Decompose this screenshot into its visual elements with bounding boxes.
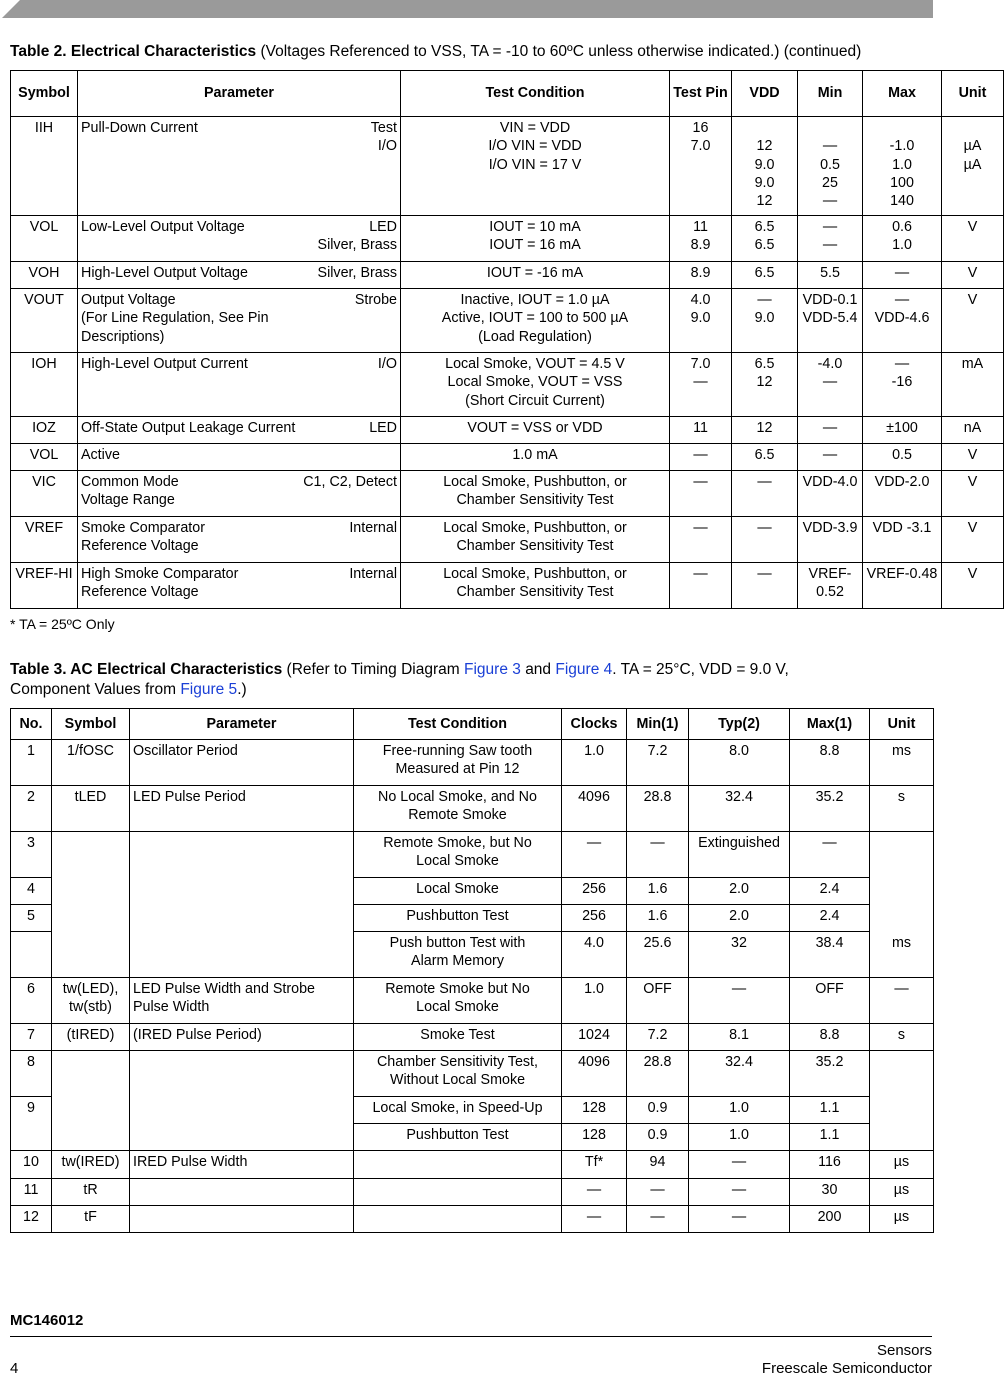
number-cell: 12 — [11, 1206, 52, 1233]
unit-cell: mA — [942, 353, 1004, 417]
test-condition-cell — [354, 1179, 562, 1206]
parameter-cell: Oscillator Period — [130, 740, 354, 786]
max-cell: — — [863, 262, 942, 289]
max-cell: 1.1 — [790, 1097, 870, 1124]
figure-4-link[interactable]: Figure 4 — [555, 661, 613, 678]
vdd-cell: 6.5 — [732, 262, 798, 289]
table2-row — [11, 262, 1004, 289]
min-cell: 7.2 — [627, 740, 689, 786]
table3-row — [11, 1097, 934, 1124]
symbol-cell — [52, 1097, 130, 1124]
number-cell: 3 — [11, 832, 52, 878]
max-cell: 116 — [790, 1151, 870, 1179]
test-condition-cell: No Local Smoke, and No Remote Smoke — [354, 786, 562, 832]
parameter-qualifier: Internal — [349, 520, 397, 536]
parameter-name: Low-Level Output Voltage — [81, 219, 245, 235]
table3-caption: Table 3. AC Electrical Characteristics (Refer to Timing Diagram Figure 3 and Figure 4. TA = 25°C, VDD = 9.0 V, Component Values from Figure 5.) — [10, 661, 789, 698]
max-cell: 2.4 — [790, 878, 870, 905]
parameter-cell — [130, 878, 354, 905]
test-pin-cell: — — [670, 471, 732, 517]
test-condition-cell: Local Smoke, VOUT = 4.5 V Local Smoke, VOUT = VSS (Short Circuit Current) — [401, 353, 670, 417]
table2-header-cell: Parameter — [78, 71, 401, 117]
unit-cell: V — [942, 262, 1004, 289]
table3-row — [11, 1151, 934, 1179]
clocks-cell: 128 — [562, 1097, 627, 1124]
number-cell: 10 — [11, 1151, 52, 1179]
min-cell: — — [798, 417, 863, 444]
parameter-cell — [78, 444, 401, 471]
symbol-cell: (tIRED) — [52, 1024, 130, 1051]
table2-row — [11, 289, 1004, 353]
test-condition-cell: VOUT = VSS or VDD — [401, 417, 670, 444]
test-condition-cell: Remote Smoke but No Local Smoke — [354, 978, 562, 1024]
test-condition-cell: Pushbutton Test — [354, 905, 562, 932]
test-condition-cell: Push button Test with Alarm Memory — [354, 932, 562, 978]
test-condition-cell: 1.0 mA — [401, 444, 670, 471]
table2-header-row — [11, 71, 1004, 117]
typ-cell: 32.4 — [689, 1051, 790, 1097]
parameter-cell — [78, 216, 401, 262]
test-pin-cell: — — [670, 517, 732, 563]
table3-header-cell: Min(1) — [627, 709, 689, 740]
max-cell: 1.1 — [790, 1124, 870, 1151]
parameter-name: Output Voltage (For Line Regulation, See Pin Descriptions) — [81, 292, 269, 345]
test-condition-cell: VIN = VDD I/O VIN = VDD I/O VIN = 17 V — [401, 117, 670, 216]
typ-cell: — — [689, 1206, 790, 1233]
table3-row — [11, 832, 934, 878]
min-cell: VDD-3.9 — [798, 517, 863, 563]
number-cell: 11 — [11, 1179, 52, 1206]
min-cell: — — — [798, 216, 863, 262]
table3-row — [11, 1051, 934, 1097]
max-cell: 35.2 — [790, 1051, 870, 1097]
symbol-cell: IOZ — [11, 417, 78, 444]
min-cell: — — [627, 1206, 689, 1233]
clocks-cell: 1.0 — [562, 740, 627, 786]
unit-cell: µs — [870, 1206, 934, 1233]
vdd-cell: 6.5 12 — [732, 353, 798, 417]
typ-cell: 32.4 — [689, 786, 790, 832]
test-condition-cell: Local Smoke, Pushbutton, or Chamber Sensitivity Test — [401, 563, 670, 609]
unit-cell: V — [942, 444, 1004, 471]
clocks-cell: — — [562, 1206, 627, 1233]
min-cell: — 0.5 25 — — [798, 117, 863, 216]
max-cell: — VDD-4.6 — [863, 289, 942, 353]
parameter-name: Common Mode Voltage Range — [81, 474, 179, 509]
max-cell: VREF-0.48 — [863, 563, 942, 609]
number-cell: 2 — [11, 786, 52, 832]
number-cell: 9 — [11, 1097, 52, 1124]
clocks-cell: — — [562, 832, 627, 878]
parameter-cell — [130, 905, 354, 932]
max-cell: — — [790, 832, 870, 878]
table3-header-cell: Unit — [870, 709, 934, 740]
min-cell: — — [627, 1179, 689, 1206]
test-condition-cell: Pushbutton Test — [354, 1124, 562, 1151]
max-cell: 2.4 — [790, 905, 870, 932]
clocks-cell: 4096 — [562, 1051, 627, 1097]
test-pin-cell: — — [670, 444, 732, 471]
parameter-cell — [78, 353, 401, 417]
test-condition-cell: Remote Smoke, but No Local Smoke — [354, 832, 562, 878]
test-pin-cell: 8.9 — [670, 262, 732, 289]
document-id: MC146012 — [10, 1312, 84, 1329]
parameter-cell — [78, 563, 401, 609]
table3-header-cell: Parameter — [130, 709, 354, 740]
parameter-cell — [130, 1097, 354, 1124]
unit-cell — [870, 1097, 934, 1124]
max-cell: — -16 — [863, 353, 942, 417]
symbol-cell: tLED — [52, 786, 130, 832]
min-cell: OFF — [627, 978, 689, 1024]
typ-cell: 8.1 — [689, 1024, 790, 1051]
parameter-cell — [78, 471, 401, 517]
parameter-qualifier: LED — [369, 420, 397, 436]
table3-header-cell: Symbol — [52, 709, 130, 740]
clocks-cell: — — [562, 1179, 627, 1206]
max-cell: 38.4 — [790, 932, 870, 978]
test-pin-cell: 7.0 — — [670, 353, 732, 417]
figure-5-link[interactable]: Figure 5 — [180, 681, 238, 698]
test-condition-cell: Local Smoke, Pushbutton, or Chamber Sensitivity Test — [401, 471, 670, 517]
symbol-cell: VREF-HI — [11, 563, 78, 609]
table3-row — [11, 740, 934, 786]
typ-cell: — — [689, 978, 790, 1024]
test-condition-cell: Local Smoke, in Speed-Up — [354, 1097, 562, 1124]
parameter-cell — [130, 932, 354, 978]
typ-cell: — — [689, 1151, 790, 1179]
typ-cell: 1.0 — [689, 1124, 790, 1151]
table2-header-cell: Unit — [942, 71, 1004, 117]
test-condition-cell: Chamber Sensitivity Test, Without Local Smoke — [354, 1051, 562, 1097]
parameter-qualifier: I/O — [377, 356, 397, 372]
max-cell: 200 — [790, 1206, 870, 1233]
electrical-characteristics-table — [10, 70, 1004, 609]
clocks-cell: 1.0 — [562, 978, 627, 1024]
parameter-qualifier: Strobe — [354, 292, 397, 308]
symbol-cell — [52, 905, 130, 932]
unit-cell: V — [942, 517, 1004, 563]
table2-row — [11, 417, 1004, 444]
max-cell: VDD-2.0 — [863, 471, 942, 517]
symbol-cell: VIC — [11, 471, 78, 517]
unit-cell — [870, 1051, 934, 1097]
unit-cell: V — [942, 216, 1004, 262]
parameter-name: Active — [81, 447, 120, 463]
typ-cell: Extinguished — [689, 832, 790, 878]
parameter-qualifier: Test I/O — [370, 120, 397, 155]
vdd-cell: 6.5 — [732, 444, 798, 471]
parameter-qualifier: Silver, Brass — [317, 265, 397, 281]
table2-header-cell: Max — [863, 71, 942, 117]
parameter-name: High Smoke Comparator Reference Voltage — [81, 566, 239, 601]
unit-cell: ms — [870, 932, 934, 978]
unit-cell — [870, 878, 934, 905]
test-pin-cell: 16 7.0 — [670, 117, 732, 216]
number-cell: 7 — [11, 1024, 52, 1051]
test-condition-cell: IOUT = -16 mA — [401, 262, 670, 289]
table2-row — [11, 353, 1004, 417]
min-cell: 1.6 — [627, 905, 689, 932]
table2-header-cell: Min — [798, 71, 863, 117]
clocks-cell: 1024 — [562, 1024, 627, 1051]
table3-row — [11, 1206, 934, 1233]
footer-company: Freescale Semiconductor — [761, 1360, 932, 1377]
symbol-cell: tR — [52, 1179, 130, 1206]
symbol-cell: 1/fOSC — [52, 740, 130, 786]
clocks-cell: 256 — [562, 878, 627, 905]
max-cell: 0.6 1.0 — [863, 216, 942, 262]
max-cell: 8.8 — [790, 740, 870, 786]
parameter-name: High-Level Output Current — [81, 356, 248, 372]
symbol-cell — [52, 932, 130, 978]
min-cell: -4.0 — — [798, 353, 863, 417]
parameter-cell — [78, 289, 401, 353]
table2-header-cell: Symbol — [11, 71, 78, 117]
unit-cell: V — [942, 563, 1004, 609]
parameter-cell — [78, 417, 401, 444]
unit-cell — [870, 905, 934, 932]
min-cell: 25.6 — [627, 932, 689, 978]
test-condition-cell: IOUT = 10 mA IOUT = 16 mA — [401, 216, 670, 262]
symbol-cell — [52, 832, 130, 878]
table3-row — [11, 786, 934, 832]
table3-header-cell: No. — [11, 709, 52, 740]
table3-row — [11, 978, 934, 1024]
parameter-cell — [78, 262, 401, 289]
max-cell: VDD -3.1 — [863, 517, 942, 563]
parameter-cell: IRED Pulse Width — [130, 1151, 354, 1179]
min-cell: 0.9 — [627, 1124, 689, 1151]
parameter-cell — [130, 1051, 354, 1097]
symbol-cell: VOUT — [11, 289, 78, 353]
table2-row — [11, 563, 1004, 609]
number-cell: 8 — [11, 1051, 52, 1097]
parameter-cell: LED Pulse Width and Strobe Pulse Width — [130, 978, 354, 1024]
figure-3-link[interactable]: Figure 3 — [464, 661, 521, 678]
table3-row — [11, 1179, 934, 1206]
vdd-cell: — — [732, 563, 798, 609]
min-cell: 0.9 — [627, 1097, 689, 1124]
clocks-cell: 4096 — [562, 786, 627, 832]
typ-cell: 1.0 — [689, 1097, 790, 1124]
min-cell: 7.2 — [627, 1024, 689, 1051]
parameter-cell — [78, 117, 401, 216]
unit-cell: s — [870, 1024, 934, 1051]
vdd-cell: 12 — [732, 417, 798, 444]
min-cell: 5.5 — [798, 262, 863, 289]
vdd-cell: 6.5 6.5 — [732, 216, 798, 262]
page-number: 4 — [10, 1360, 19, 1377]
min-cell: 1.6 — [627, 878, 689, 905]
min-cell: 94 — [627, 1151, 689, 1179]
max-cell: 35.2 — [790, 786, 870, 832]
test-pin-cell: — — [670, 563, 732, 609]
footer-section: Sensors — [876, 1342, 932, 1359]
number-cell: 5 — [11, 905, 52, 932]
unit-cell: — — [870, 978, 934, 1024]
unit-cell: V — [942, 289, 1004, 353]
symbol-cell: tw(IRED) — [52, 1151, 130, 1179]
table3-row — [11, 1024, 934, 1051]
test-condition-cell — [354, 1151, 562, 1179]
unit-cell: s — [870, 786, 934, 832]
table3-row — [11, 932, 934, 978]
table2-row — [11, 517, 1004, 563]
max-cell: -1.0 1.0 100 140 — [863, 117, 942, 216]
number-cell: 6 — [11, 978, 52, 1024]
symbol-cell: IOH — [11, 353, 78, 417]
number-cell — [11, 932, 52, 978]
min-cell: VREF- 0.52 — [798, 563, 863, 609]
parameter-qualifier: C1, C2, Detect — [303, 474, 397, 490]
unit-cell: V — [942, 471, 1004, 517]
table2-caption: Table 2. Electrical Characteristics (Voltages Referenced to VSS, TA = -10 to 60ºC unless otherwise indicated.) (continued) — [10, 43, 862, 60]
parameter-cell: (IRED Pulse Period) — [130, 1024, 354, 1051]
table3-row — [11, 878, 934, 905]
parameter-cell — [130, 832, 354, 878]
unit-cell: nA — [942, 417, 1004, 444]
unit-cell — [870, 1124, 934, 1151]
parameter-cell — [130, 1206, 354, 1233]
max-cell: 8.8 — [790, 1024, 870, 1051]
parameter-cell — [130, 1124, 354, 1151]
table2-footnote: * TA = 25ºC Only — [10, 616, 115, 632]
typ-cell: — — [689, 1179, 790, 1206]
table3-header-cell: Clocks — [562, 709, 627, 740]
parameter-qualifier: LED Silver, Brass — [317, 219, 397, 254]
typ-cell: 2.0 — [689, 905, 790, 932]
test-condition-cell: Local Smoke — [354, 878, 562, 905]
test-condition-cell: Free-running Saw tooth Measured at Pin 12 — [354, 740, 562, 786]
parameter-name: Off-State Output Leakage Current — [81, 420, 296, 436]
table3-header-cell: Max(1) — [790, 709, 870, 740]
symbol-cell: tw(LED), tw(stb) — [52, 978, 130, 1024]
parameter-qualifier: Internal — [349, 566, 397, 582]
symbol-cell: VREF — [11, 517, 78, 563]
clocks-cell: 128 — [562, 1124, 627, 1151]
table3-header-cell: Typ(2) — [689, 709, 790, 740]
clocks-cell: 4.0 — [562, 932, 627, 978]
number-cell: 1 — [11, 740, 52, 786]
test-pin-cell: 4.0 9.0 — [670, 289, 732, 353]
clocks-cell: 256 — [562, 905, 627, 932]
typ-cell: 2.0 — [689, 878, 790, 905]
symbol-cell: IIH — [11, 117, 78, 216]
table3-row — [11, 1124, 934, 1151]
table3-row — [11, 905, 934, 932]
number-cell — [11, 1124, 52, 1151]
min-cell: — — [627, 832, 689, 878]
max-cell: 30 — [790, 1179, 870, 1206]
header-bar — [0, 0, 933, 18]
max-cell: ±100 — [863, 417, 942, 444]
min-cell: VDD-0.1 VDD-5.4 — [798, 289, 863, 353]
symbol-cell: VOL — [11, 444, 78, 471]
unit-cell — [870, 832, 934, 878]
unit-cell: µs — [870, 1179, 934, 1206]
vdd-cell: — 9.0 — [732, 289, 798, 353]
parameter-cell — [130, 1179, 354, 1206]
table2-row — [11, 216, 1004, 262]
symbol-cell — [52, 1051, 130, 1097]
table3-header-row — [11, 709, 934, 740]
min-cell: 28.8 — [627, 1051, 689, 1097]
symbol-cell — [52, 878, 130, 905]
number-cell: 4 — [11, 878, 52, 905]
max-cell: 0.5 — [863, 444, 942, 471]
vdd-cell: — — [732, 471, 798, 517]
parameter-cell: LED Pulse Period — [130, 786, 354, 832]
footer-divider — [10, 1336, 932, 1337]
test-condition-cell — [354, 1206, 562, 1233]
table3-header-cell: Test Condition — [354, 709, 562, 740]
unit-cell: ms — [870, 740, 934, 786]
test-pin-cell: 11 — [670, 417, 732, 444]
table2-row — [11, 444, 1004, 471]
clocks-cell: Tf* — [562, 1151, 627, 1179]
symbol-cell: VOL — [11, 216, 78, 262]
parameter-name: Smoke Comparator Reference Voltage — [81, 520, 205, 555]
table2-header-cell: Test Pin — [670, 71, 732, 117]
test-pin-cell: 11 8.9 — [670, 216, 732, 262]
min-cell: — — [798, 444, 863, 471]
parameter-name: High-Level Output Voltage — [81, 265, 248, 281]
vdd-cell: 12 9.0 9.0 12 — [732, 117, 798, 216]
vdd-cell: — — [732, 517, 798, 563]
parameter-name: Pull-Down Current — [81, 120, 198, 136]
ac-electrical-characteristics-table — [10, 708, 934, 1233]
table2-header-cell: Test Condition — [401, 71, 670, 117]
min-cell: VDD-4.0 — [798, 471, 863, 517]
table2-header-cell: VDD — [732, 71, 798, 117]
test-condition-cell: Inactive, IOUT = 1.0 µA Active, IOUT = 100 to 500 µA (Load Regulation) — [401, 289, 670, 353]
typ-cell: 8.0 — [689, 740, 790, 786]
table2-row — [11, 117, 1004, 216]
symbol-cell: tF — [52, 1206, 130, 1233]
unit-cell: µs — [870, 1151, 934, 1179]
unit-cell: µA µA — [942, 117, 1004, 216]
test-condition-cell: Local Smoke, Pushbutton, or Chamber Sensitivity Test — [401, 517, 670, 563]
symbol-cell: VOH — [11, 262, 78, 289]
symbol-cell — [52, 1124, 130, 1151]
min-cell: 28.8 — [627, 786, 689, 832]
test-condition-cell: Smoke Test — [354, 1024, 562, 1051]
max-cell: OFF — [790, 978, 870, 1024]
typ-cell: 32 — [689, 932, 790, 978]
table2-row — [11, 471, 1004, 517]
parameter-cell — [78, 517, 401, 563]
